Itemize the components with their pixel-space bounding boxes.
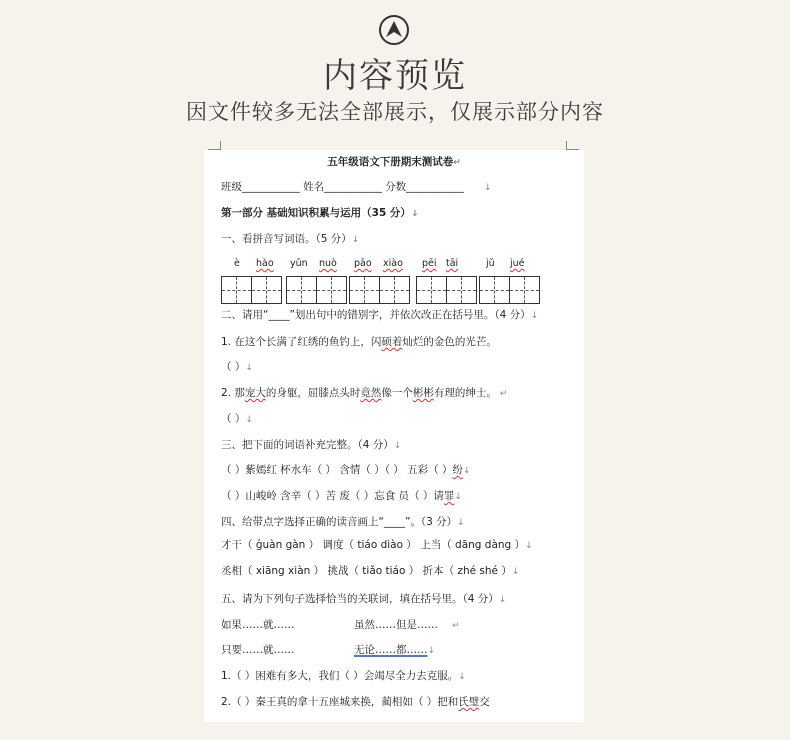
pinyin-label: yǔn <box>290 258 308 269</box>
up-arrow-compass-icon <box>378 14 410 46</box>
question-4-row-1: 才干（ ǵuàn gàn ） 调度（ tiáo diào ） 上当（ dāng dàng ）↓ <box>221 539 533 551</box>
writing-grid[interactable] <box>221 276 282 304</box>
banner-title: 内容预览 <box>323 56 467 96</box>
answer-paren[interactable]: （ ）↓ <box>221 361 253 373</box>
question-5-sentence-1: 1.（ ）困难有多大，我们（ ）会竭尽全力去克服。↓ <box>221 670 466 682</box>
banner-subtitle: 因文件较多无法全部展示，仅展示部分内容 <box>186 100 604 124</box>
question-4-heading: 四、给带点字选择正确的读音画上“____”。（3 分）↓ <box>221 516 465 528</box>
question-3-row-2: （ ）山峻岭 含辛（ ）苦 废（ ）忘食 员（ ）请罪↓ <box>221 490 462 502</box>
page-corner-mark <box>566 141 579 150</box>
part-heading: 第一部分 基础知识积累与运用（35 分）↓ <box>221 207 419 219</box>
pinyin-label: pēi <box>422 258 437 269</box>
conjunction-option: 只要……就…… <box>221 644 295 656</box>
question-3-row-1: （ ）紫嫣红 杯水车（ ） 含情（ ）（ ） 五彩（ ）纷↓ <box>221 464 471 476</box>
conjunction-option: 虽然……但是…… ↵ <box>354 619 460 631</box>
conjunction-option: 无论……都……↓ <box>354 644 436 656</box>
conjunction-option: 如果……就…… <box>221 619 295 631</box>
question-2-heading: 二、请用“____”划出句中的错别字，并依次改正在括号里。（4 分）↓ <box>221 309 539 321</box>
writing-grid[interactable] <box>416 276 477 304</box>
question-3-heading: 三、把下面的词语补充完整。（4 分）↓ <box>221 439 402 451</box>
pinyin-label: nuò <box>319 258 337 269</box>
question-2-sentence-2: 2. 那宠大的身躯，屈膝点头时竟然像一个彬彬有理的绅士。 ↵ <box>221 387 508 399</box>
writing-grid[interactable] <box>286 276 347 304</box>
writing-grid[interactable] <box>479 276 540 304</box>
pinyin-label: è <box>234 258 240 269</box>
question-1-heading: 一、看拼音写词语。（5 分）↓ <box>221 233 360 245</box>
question-2-sentence-1: 1. 在这个长满了红绣的鱼钓上，闪硕着灿烂的金色的光芒。 <box>221 336 497 348</box>
document-title: 五年级语文下册期末测试卷↵ <box>327 156 461 168</box>
question-4-row-2: 丞相（ xiāng xiàn ） 挑战（ tiǎo tiáo ） 折本（ zhé shé ）↓ <box>221 565 520 577</box>
pinyin-label: hào <box>256 258 274 269</box>
question-5-heading: 五、请为下列句子选择恰当的关联词，填在括号里。（4 分）↓ <box>221 593 507 605</box>
answer-paren[interactable]: （ ）↓ <box>221 413 253 425</box>
writing-grid[interactable] <box>349 276 410 304</box>
pinyin-label: xiào <box>383 258 403 269</box>
question-5-sentence-2: 2.（ ）秦王真的拿十五座城来换，蔺相如（ ）把和氏璧交 <box>221 696 490 708</box>
pinyin-label: pāo <box>354 258 372 269</box>
page-corner-mark <box>208 141 221 150</box>
info-line: 班级___________ 姓名___________ 分数___________ ↓ <box>221 181 492 193</box>
pinyin-label: jǔ <box>486 258 495 269</box>
pinyin-label: tāi <box>446 258 459 269</box>
pinyin-label: jué <box>510 258 525 269</box>
document-page <box>204 150 584 722</box>
